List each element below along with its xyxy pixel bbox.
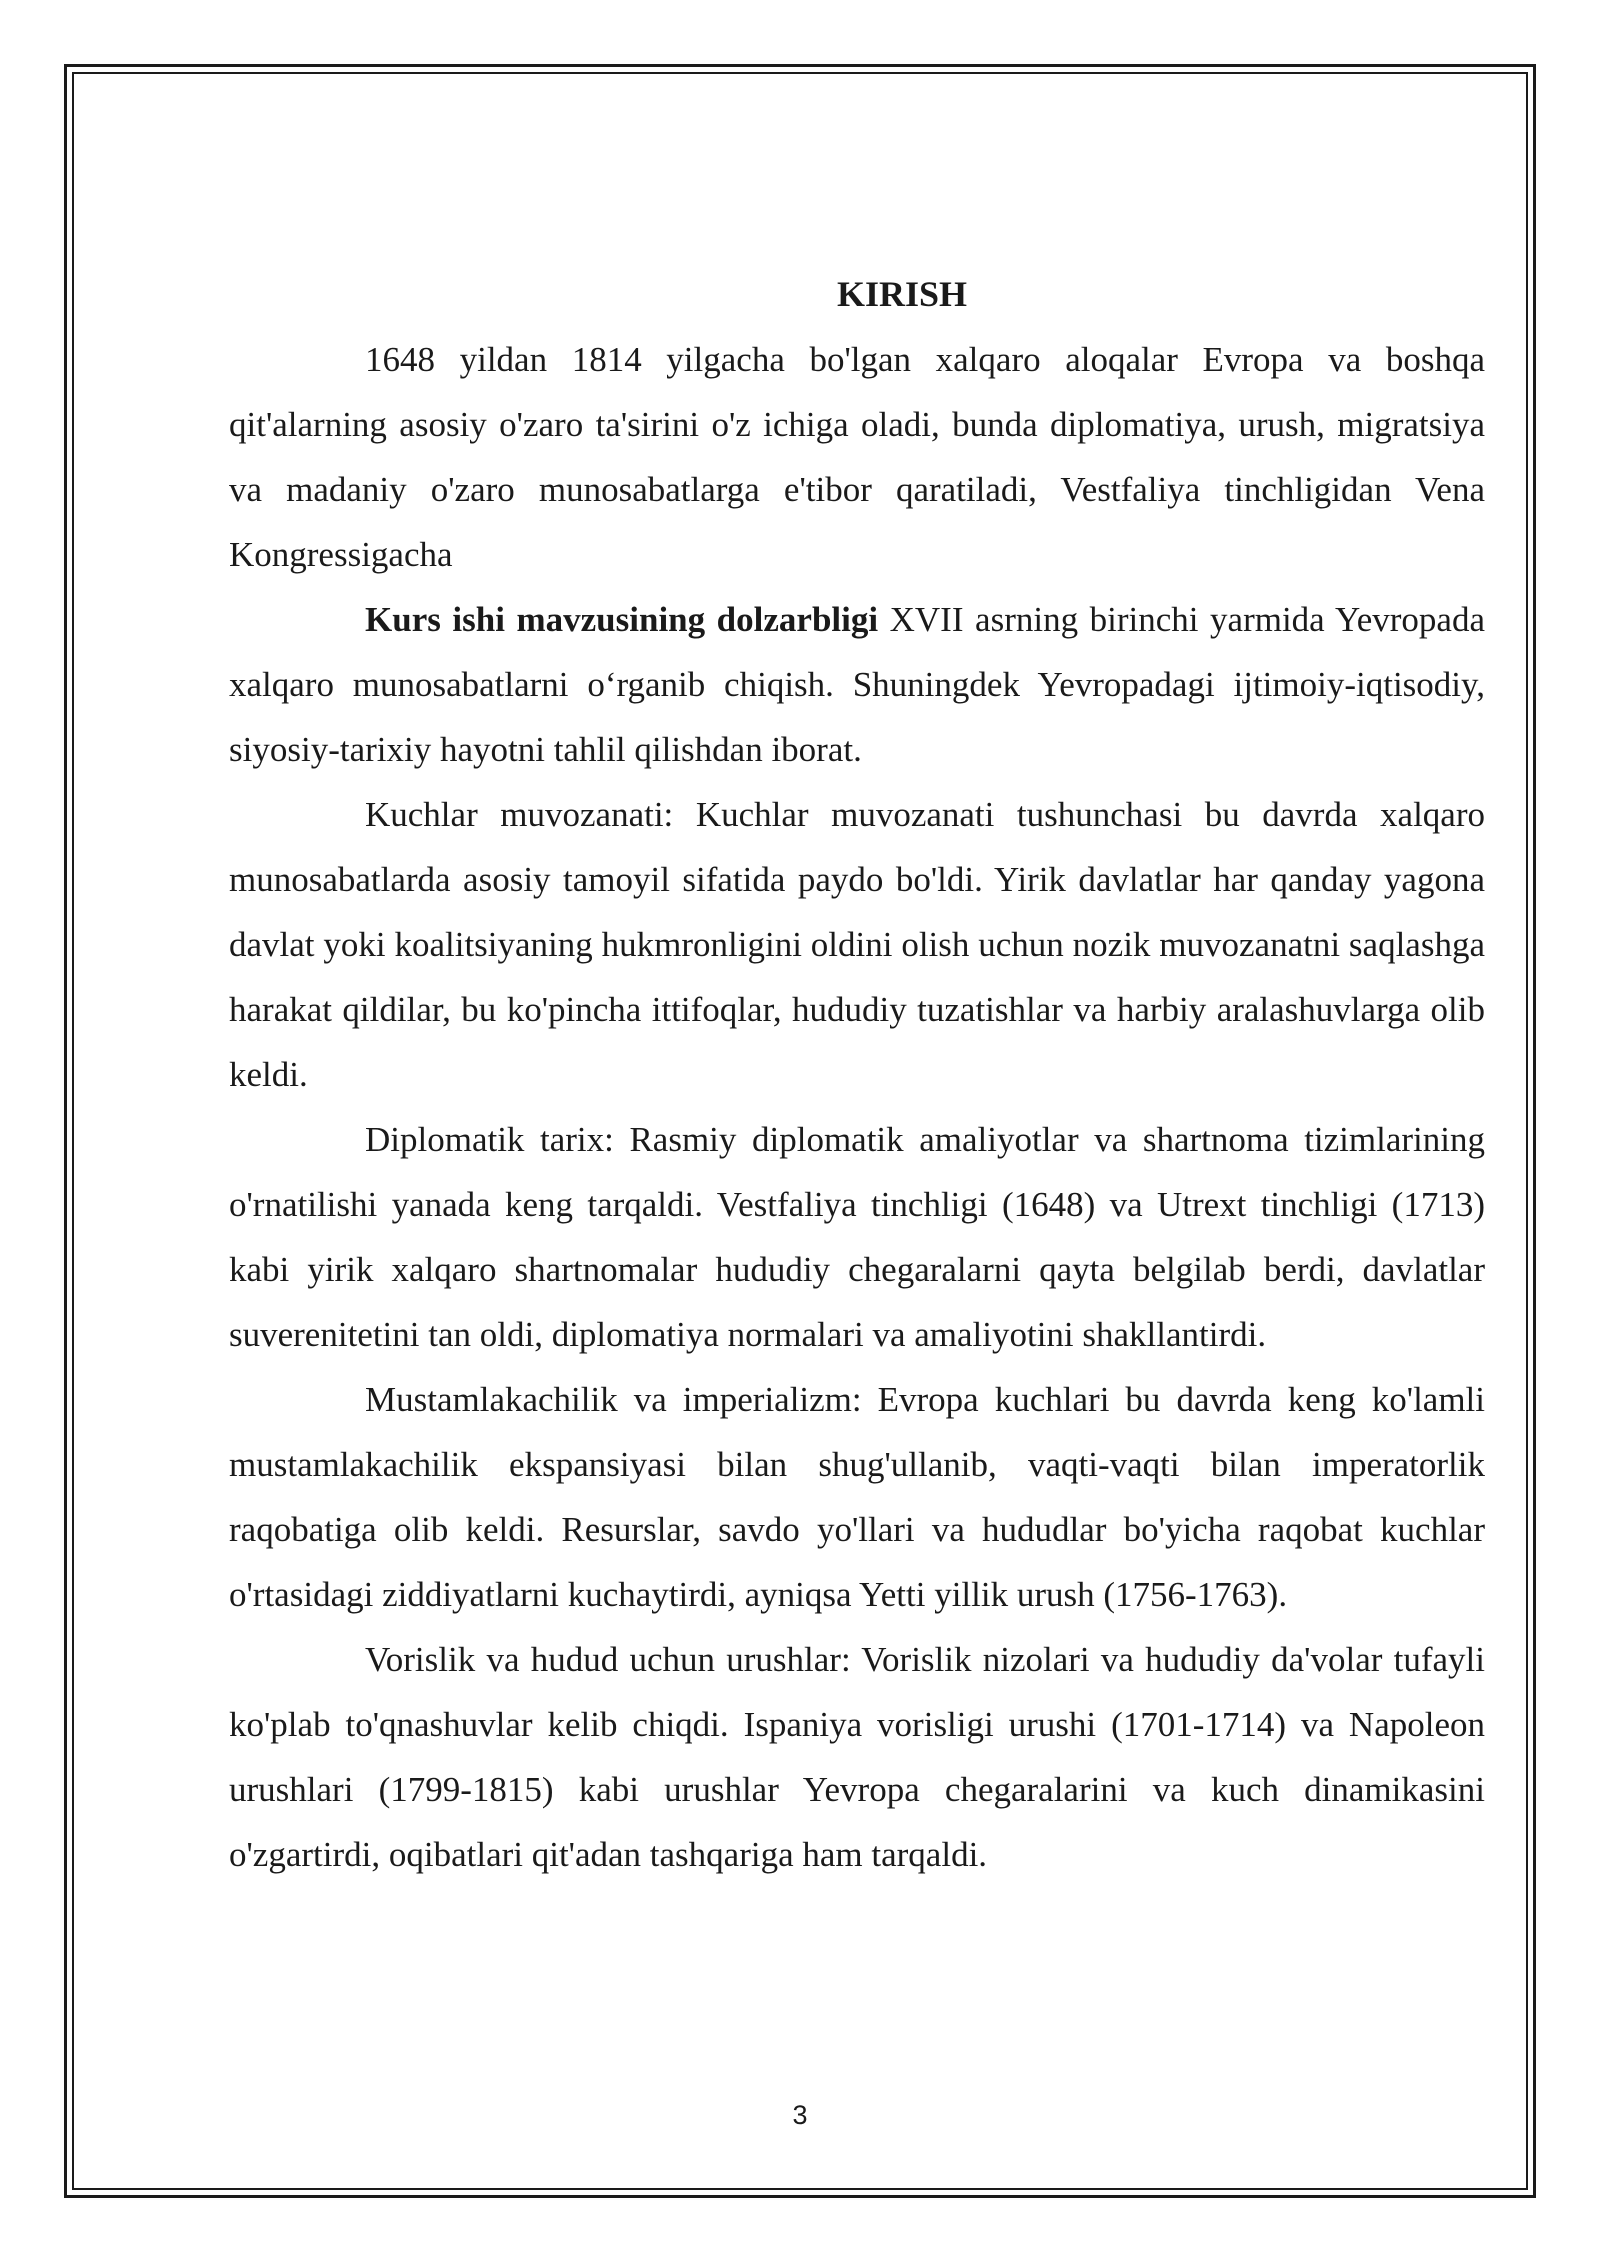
paragraph-bold-lead: Kurs ishi mavzusining dolzarbligi xyxy=(365,600,879,639)
document-body xyxy=(229,262,1485,1887)
paragraph-succession-wars xyxy=(229,1627,1485,1887)
paragraph-intro xyxy=(229,327,1485,587)
page-number: 3 xyxy=(792,2100,808,2130)
paragraph-colonialism xyxy=(229,1367,1485,1627)
paragraph-text: Diplomatik tarix: Rasmiy diplomatik amaliyotlar va shartnoma tizimlarining o'rnatilishi yanada keng tarqaldi. Vestfaliya tinchligi (1648) va Utrext tinchligi (1713) kabi yirik xalqaro shartnomalar hududiy chegaralarni qayta belgilab berdi, davlatlar suverenitetini tan oldi, diplomatiya normalari va amaliyotini shakllantirdi. xyxy=(229,1120,1485,1354)
paragraph-relevance xyxy=(229,587,1485,782)
paragraph-text: Mustamlakachilik va imperializm: Evropa kuchlari bu davrda keng ko'lamli mustamlakachilik ekspansiyasi bilan shug'ullanib, vaqti-vaqti bilan imperatorlik raqobatiga olib keldi. Resurslar, savdo yo'llari va hududlar bo'yicha raqobat kuchlar o'rtasidagi ziddiyatlarni kuchaytirdi, ayniqsa Yetti yillik urush (1756-1763). xyxy=(229,1380,1485,1614)
paragraph-text: Vorislik va hudud uchun urushlar: Vorislik nizolari va hududiy da'volar tufayli ko'plab to'qnashuvlar kelib chiqdi. Ispaniya vorisligi urushi (1701-1714) va Napoleon urushlari (1799-1815) kabi urushlar Yevropa chegaralarini va kuch dinamikasini o'zgartirdi, oqibatlari qit'adan tashqariga ham tarqaldi. xyxy=(229,1640,1485,1874)
paragraph-diplomatic-history xyxy=(229,1107,1485,1367)
paragraph-text: Kuchlar muvozanati: Kuchlar muvozanati tushunchasi bu davrda xalqaro munosabatlarda asosiy tamoyil sifatida paydo bo'ldi. Yirik davlatlar har qanday yagona davlat yoki koalitsiyaning hukmronligini oldini olish uchun nozik muvozanatni saqlashga harakat qildilar, bu ko'pincha ittifoqlar, hududiy tuzatishlar va harbiy aralashuvlarga olib keldi. xyxy=(229,795,1485,1094)
paragraph-balance-of-power xyxy=(229,782,1485,1107)
paragraph-text: XVII asrning birinchi yarmida Yevropada xalqaro munosabatlarni o‘rganib chiqish. Shuningdek Yevropadagi ijtimoiy-iqtisodiy, siyosiy-tarixiy hayotni tahlil qilishdan iborat. xyxy=(229,600,1485,769)
paragraph-text: 1648 yildan 1814 yilgacha bo'lgan xalqaro aloqalar Evropa va boshqa qit'alarning asosiy o'zaro ta'sirini o'z ichiga oladi, bunda diplomatiya, urush, migratsiya va madaniy o'zaro munosabatlarga e'tibor qaratiladi, Vestfaliya tinchligidan Vena Kongressigacha xyxy=(229,340,1485,574)
section-heading: KIRISH xyxy=(836,274,968,314)
